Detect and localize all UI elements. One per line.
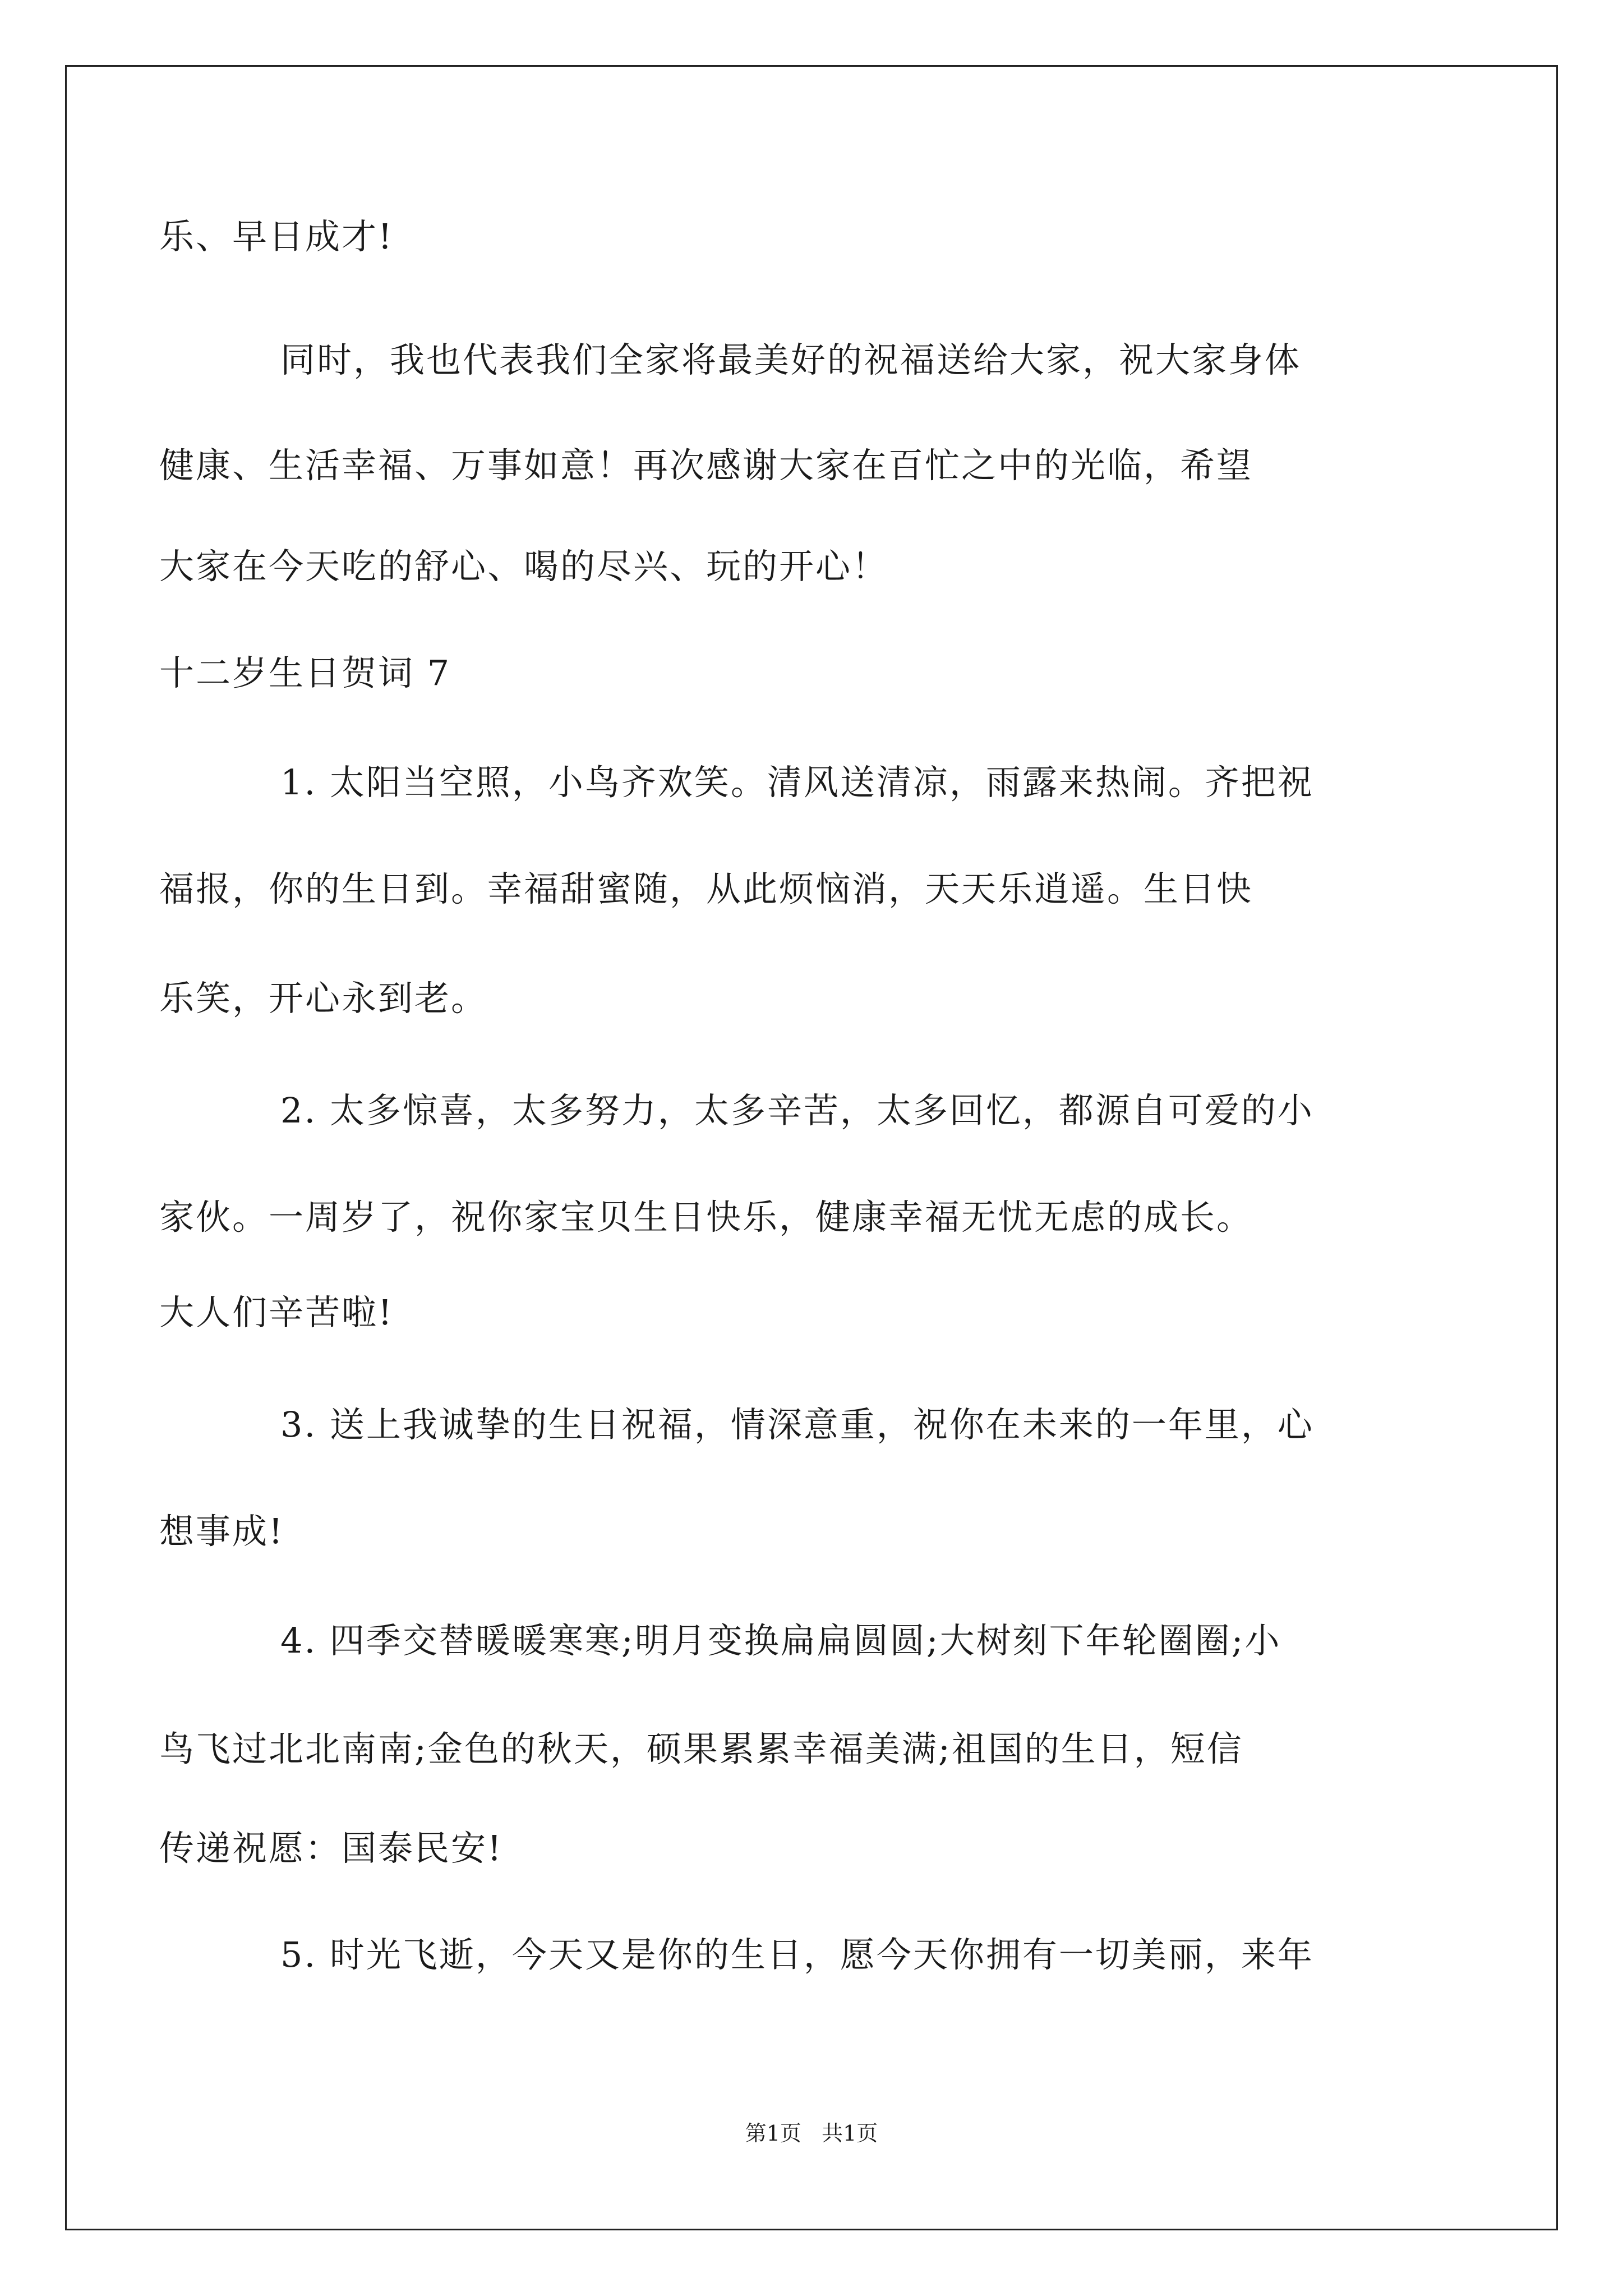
page-border — [65, 65, 1558, 2230]
paragraph-line: 家伙。一周岁了，祝你家宝贝生日快乐，健康幸福无忧无虑的成长。 — [159, 1197, 1253, 1237]
page-number-footer: 第1页 共1页 — [745, 2121, 878, 2146]
paragraph-line: 传递祝愿：国泰民安! — [159, 1828, 503, 1869]
paragraph-line: 大人们辛苦啦! — [159, 1292, 394, 1333]
paragraph-line: 5. 时光飞逝，今天又是你的生日，愿今天你拥有一切美丽，来年 — [280, 1934, 1314, 1975]
paragraph-line: 大家在今天吃的舒心、喝的尽兴、玩的开心！ — [159, 546, 889, 587]
paragraph-line: 1. 太阳当空照，小鸟齐欢笑。清风送清凉，雨露来热闹。齐把祝 — [280, 762, 1314, 803]
section-heading: 十二岁生日贺词 7 — [159, 652, 451, 693]
paragraph-line: 健康、生活幸福、万事如意！再次感谢大家在百忙之中的光临，希望 — [159, 445, 1253, 486]
paragraph-line: 同时，我也代表我们全家将最美好的祝福送给大家，祝大家身体 — [280, 339, 1302, 380]
paragraph-line: 鸟飞过北北南南;金色的秋天，硕果累累幸福美满;祖国的生日，短信 — [159, 1728, 1243, 1769]
paragraph-line: 乐笑，开心永到老。 — [159, 978, 488, 1019]
paragraph-line: 乐、早日成才! — [159, 216, 394, 257]
paragraph-line: 福报，你的生日到。幸福甜蜜随，从此烦恼消，天天乐逍遥。生日快 — [159, 868, 1253, 909]
paragraph-line: 3. 送上我诚挚的生日祝福，情深意重，祝你在未来的一年里，心 — [280, 1404, 1314, 1445]
paragraph-line: 想事成! — [159, 1511, 284, 1552]
paragraph-line: 2. 太多惊喜，太多努力，太多辛苦，太多回忆，都源自可爱的小 — [280, 1090, 1314, 1131]
paragraph-line: 4. 四季交替暖暖寒寒;明月变换扁扁圆圆;大树刻下年轮圈圈;小 — [280, 1620, 1281, 1661]
